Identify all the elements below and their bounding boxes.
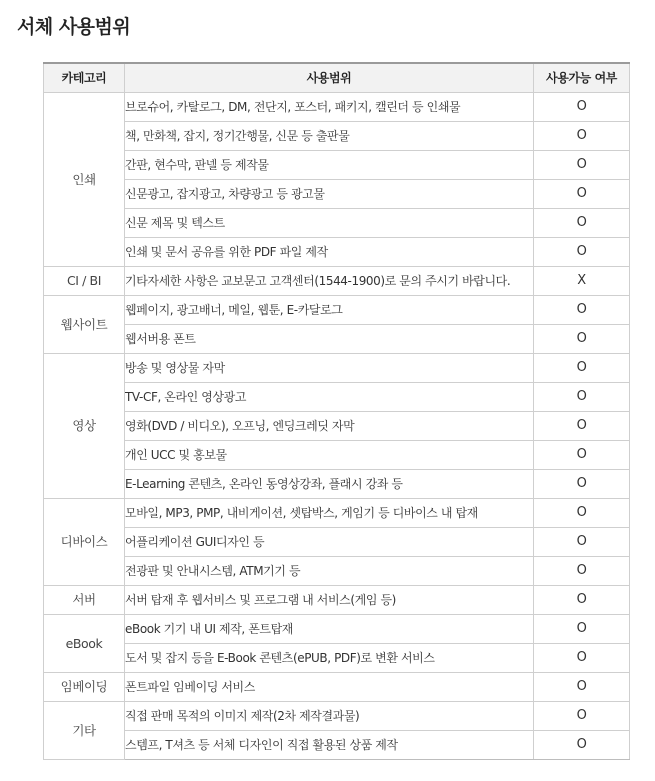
- availability-cell: O: [534, 528, 630, 557]
- category-cell: 임베이딩: [44, 673, 125, 702]
- scope-cell: 어플리케이션 GUI디자인 등: [125, 528, 534, 557]
- scope-cell: 모바일, MP3, PMP, 내비게이션, 셋탑박스, 게임기 등 디바이스 내 탑재: [125, 499, 534, 528]
- availability-cell: O: [534, 151, 630, 180]
- category-cell: 디바이스: [44, 499, 125, 586]
- scope-cell: TV-CF, 온라인 영상광고: [125, 383, 534, 412]
- table-header-row: [44, 63, 630, 93]
- scope-cell: 영화(DVD / 비디오), 오프닝, 엔딩크레딧 자막: [125, 412, 534, 441]
- scope-cell: 간판, 현수막, 판넬 등 제작물: [125, 151, 534, 180]
- table-row: [44, 122, 630, 151]
- scope-cell: 전광판 및 안내시스템, ATM기기 등: [125, 557, 534, 586]
- page-title: 서체 사용범위: [17, 16, 131, 38]
- availability-cell: O: [534, 702, 630, 731]
- scope-cell: 직접 판매 목적의 이미지 제작(2차 제작결과물): [125, 702, 534, 731]
- category-cell: 웹사이트: [44, 296, 125, 354]
- table-row: [44, 296, 630, 325]
- availability-cell: O: [534, 557, 630, 586]
- table-row: [44, 557, 630, 586]
- scope-cell: eBook 기기 내 UI 제작, 폰트탑재: [125, 615, 534, 644]
- table-row: [44, 586, 630, 615]
- scope-cell: 서버 탑재 후 웹서비스 및 프로그램 내 서비스(게임 등): [125, 586, 534, 615]
- availability-cell: O: [534, 296, 630, 325]
- scope-cell: 기타자세한 사항은 교보문고 고객센터(1544-1900)로 문의 주시기 바랍니다.: [125, 267, 534, 296]
- table-row: [44, 615, 630, 644]
- category-cell: eBook: [44, 615, 125, 673]
- availability-cell: O: [534, 122, 630, 151]
- scope-cell: 웹서버용 폰트: [125, 325, 534, 354]
- availability-cell: O: [534, 93, 630, 122]
- availability-cell: O: [534, 238, 630, 267]
- scope-cell: 인쇄 및 문서 공유를 위한 PDF 파일 제작: [125, 238, 534, 267]
- scope-cell: 도서 및 잡지 등을 E-Book 콘텐츠(ePUB, PDF)로 변환 서비스: [125, 644, 534, 673]
- font-usage-table: [43, 62, 630, 760]
- table-row: [44, 238, 630, 267]
- availability-cell: O: [534, 731, 630, 760]
- availability-cell: X: [534, 267, 630, 296]
- availability-cell: O: [534, 586, 630, 615]
- table-row: [44, 528, 630, 557]
- table-row: [44, 644, 630, 673]
- scope-cell: 웹페이지, 광고배너, 메일, 웹툰, E-카달로그: [125, 296, 534, 325]
- category-cell: 서버: [44, 586, 125, 615]
- availability-cell: O: [534, 412, 630, 441]
- availability-cell: O: [534, 354, 630, 383]
- scope-cell: 방송 및 영상물 자막: [125, 354, 534, 383]
- availability-cell: O: [534, 499, 630, 528]
- scope-cell: 스템프, T셔츠 등 서체 디자인이 직접 활용된 상품 제작: [125, 731, 534, 760]
- table-row: [44, 383, 630, 412]
- scope-cell: 개인 UCC 및 홍보물: [125, 441, 534, 470]
- table-row: [44, 441, 630, 470]
- category-cell: CI / BI: [44, 267, 125, 296]
- availability-cell: O: [534, 673, 630, 702]
- table-row: [44, 470, 630, 499]
- availability-cell: O: [534, 209, 630, 238]
- table-row: [44, 325, 630, 354]
- availability-cell: O: [534, 325, 630, 354]
- availability-cell: O: [534, 615, 630, 644]
- table-row: [44, 673, 630, 702]
- scope-cell: 책, 만화책, 잡지, 정기간행물, 신문 등 출판물: [125, 122, 534, 151]
- category-cell: 기타: [44, 702, 125, 760]
- table-row: [44, 151, 630, 180]
- availability-cell: O: [534, 383, 630, 412]
- header-availability: 사용가능 여부: [534, 63, 630, 93]
- category-cell: 인쇄: [44, 93, 125, 267]
- availability-cell: O: [534, 470, 630, 499]
- table-body: [44, 93, 630, 760]
- table-row: [44, 499, 630, 528]
- scope-cell: 브로슈어, 카탈로그, DM, 전단지, 포스터, 패키지, 캘린더 등 인쇄물: [125, 93, 534, 122]
- availability-cell: O: [534, 441, 630, 470]
- table-row: [44, 93, 630, 122]
- table-row: [44, 702, 630, 731]
- table-row: [44, 180, 630, 209]
- availability-cell: O: [534, 180, 630, 209]
- scope-cell: 신문광고, 잡지광고, 차량광고 등 광고물: [125, 180, 534, 209]
- table-row: [44, 412, 630, 441]
- header-scope: 사용범위: [125, 63, 534, 93]
- availability-cell: O: [534, 644, 630, 673]
- category-cell: 영상: [44, 354, 125, 499]
- scope-cell: E-Learning 콘텐츠, 온라인 동영상강좌, 플래시 강좌 등: [125, 470, 534, 499]
- header-category: 카테고리: [44, 63, 125, 93]
- scope-cell: 폰트파일 임베이딩 서비스: [125, 673, 534, 702]
- table-row: [44, 209, 630, 238]
- table-row: [44, 267, 630, 296]
- table-row: [44, 731, 630, 760]
- scope-cell: 신문 제목 및 텍스트: [125, 209, 534, 238]
- table-row: [44, 354, 630, 383]
